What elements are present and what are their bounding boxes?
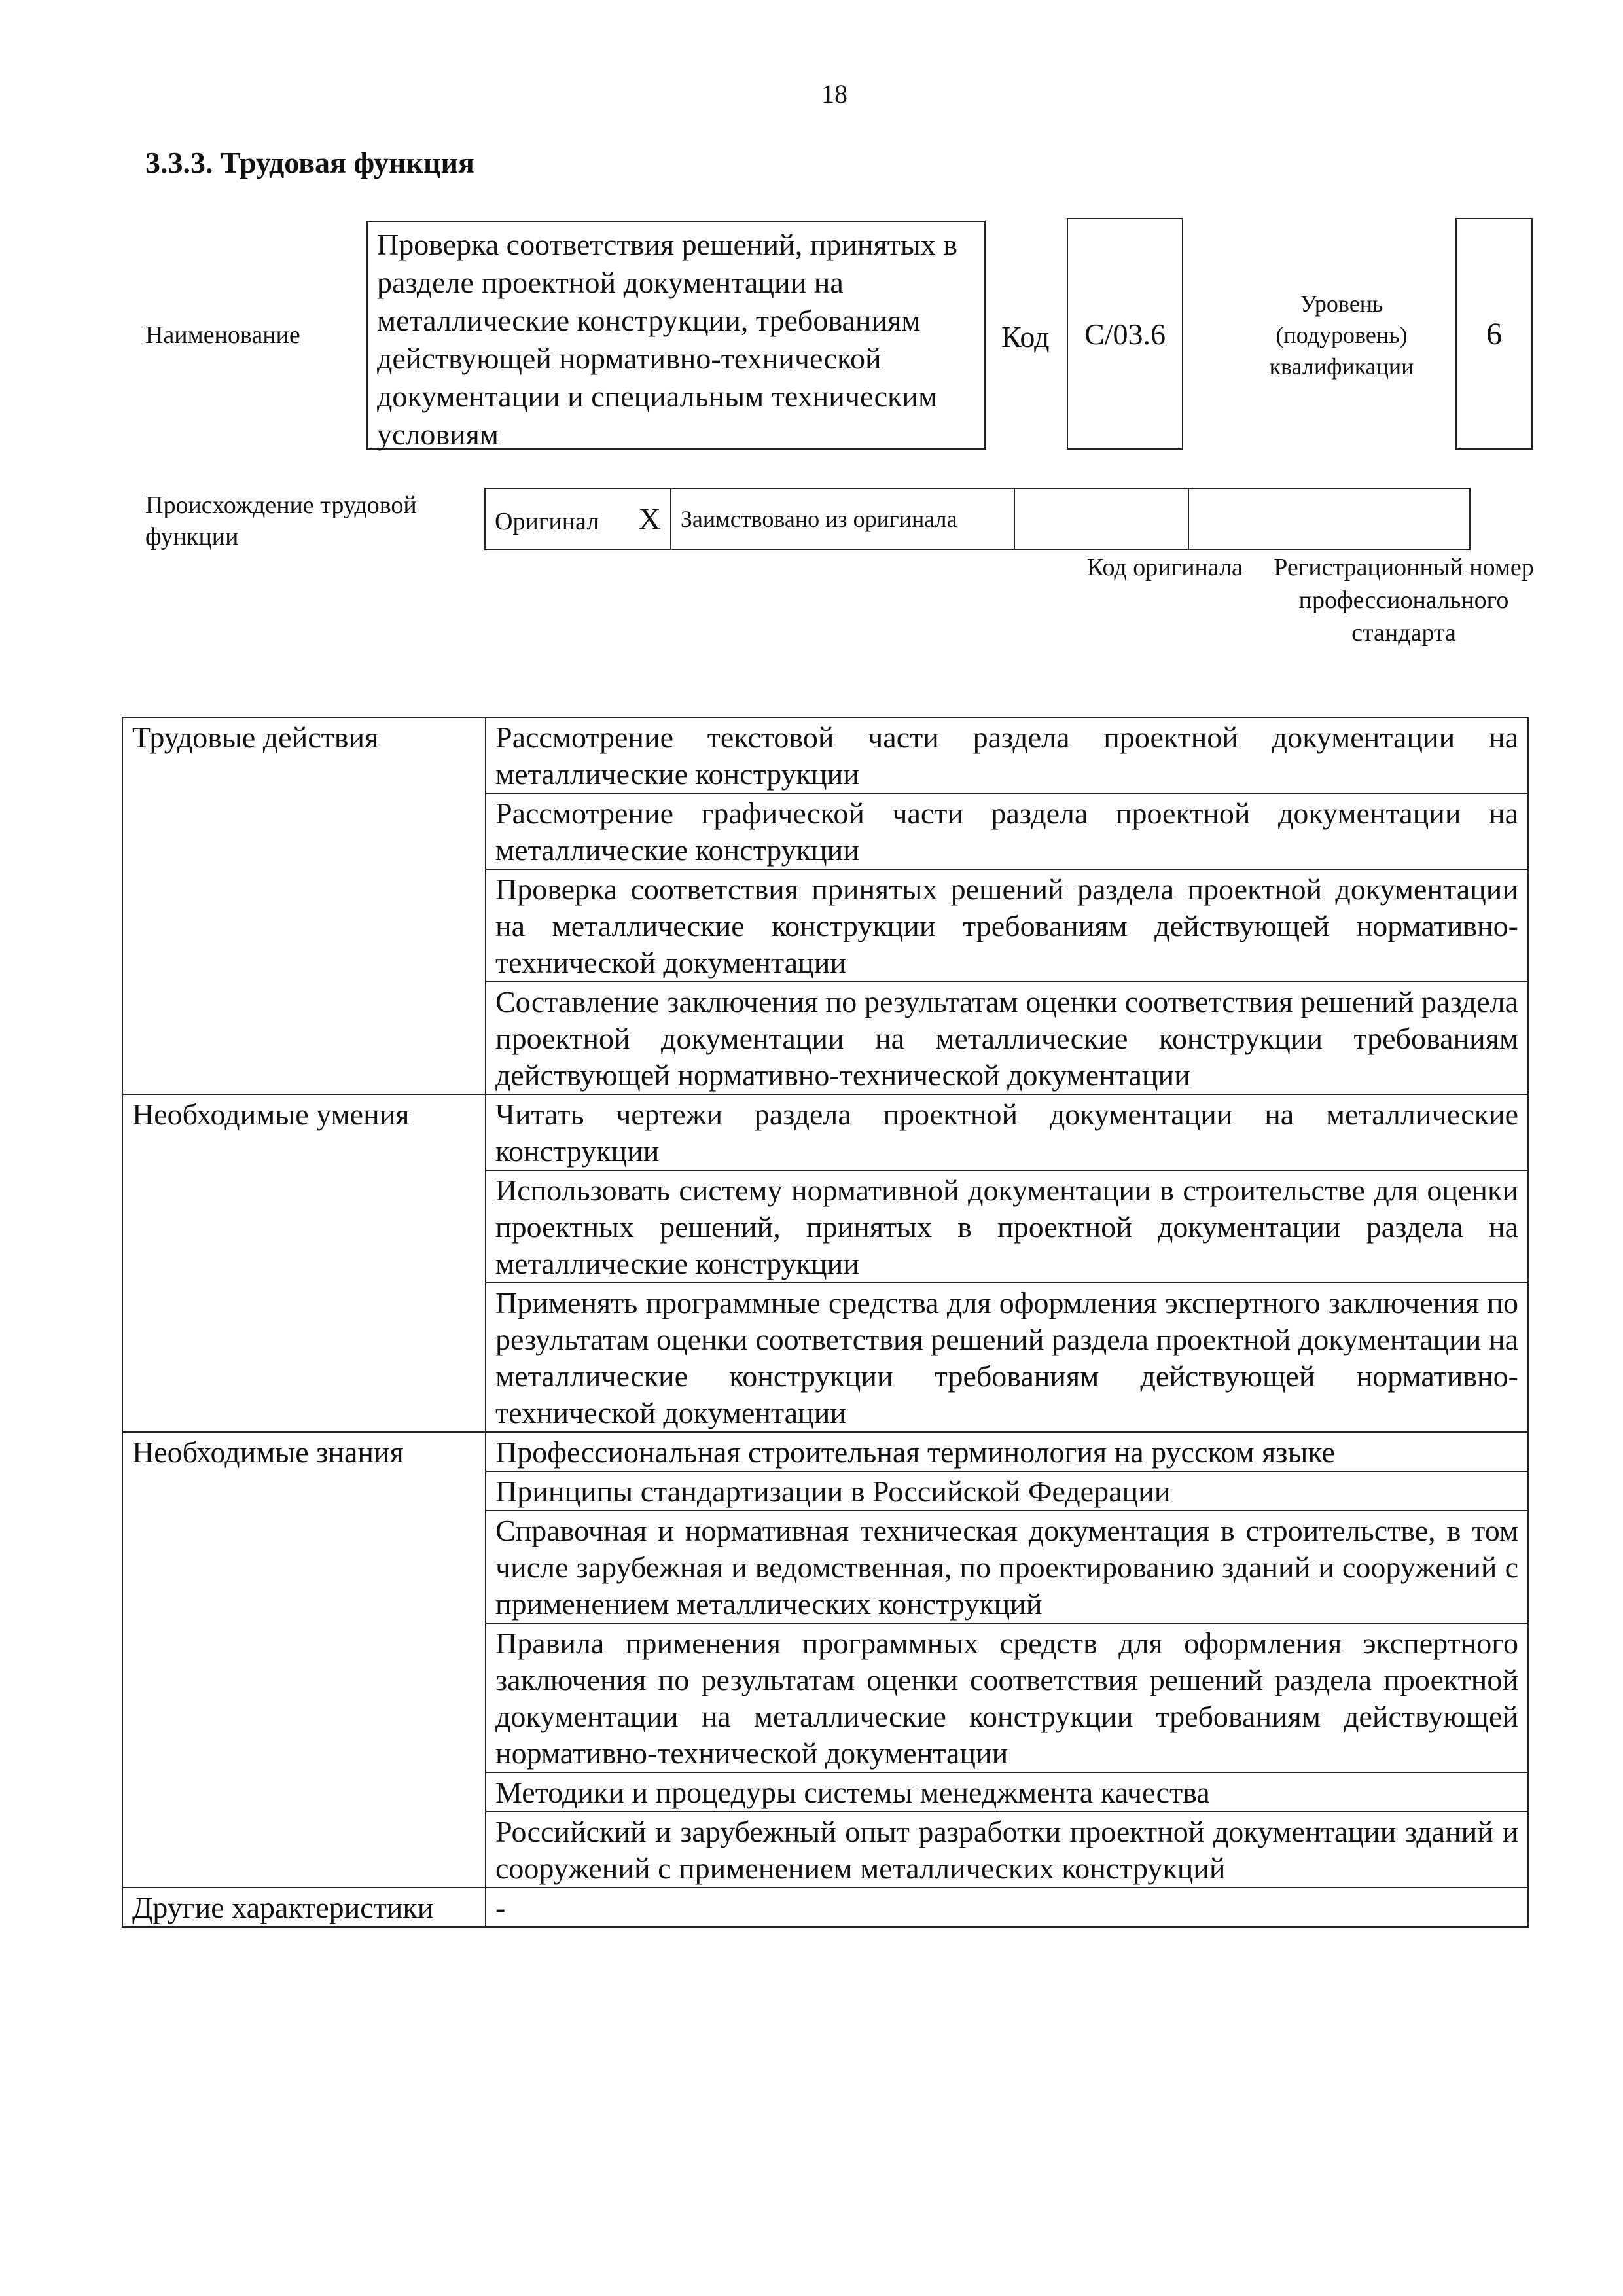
registration-cell (1188, 488, 1470, 550)
section-item-cell: Методики и процедуры системы менеджмента качества (486, 1772, 1528, 1812)
section-title-cell: Необходимые умения (122, 1094, 486, 1432)
table-row (122, 1094, 1528, 1170)
original-code-cell (1014, 488, 1188, 550)
section-title-cell: Необходимые знания (122, 1432, 486, 1888)
registration-caption: Регистрационный номер профессионального стандарта (1274, 554, 1534, 647)
section-title: 3.3.3. Трудовая функция (145, 146, 474, 179)
level-label: Уровень (подуровень) квалификации (1269, 291, 1414, 380)
origin-original-cell (485, 488, 671, 550)
page-number: 18 (821, 79, 847, 109)
function-name-box: Проверка соответствия решений, принятых в разделе проектной документации на металлические конструкции, требованиям действующей нормативно-технической документации и специальным техническим условиям (366, 221, 986, 450)
section-item-cell: Применять программные средства для оформления экспертного заключения по результатам оценки соответствия решений раздела проектной документации на металлические конструкции требованиям действующей нормативно-технической документации (486, 1283, 1528, 1432)
name-label: Наименование (145, 321, 300, 349)
origin-label: Происхождение трудовой функции (145, 492, 417, 550)
table-row (122, 1888, 1528, 1927)
original-code-caption: Код оригинала (1087, 554, 1243, 581)
level-box: 6 (1455, 218, 1533, 450)
section-item-cell: Составление заключения по результатам оценки соответствия решений раздела проектной документации на металлические конструкции требованиям действующей нормативно-технической документации (486, 982, 1528, 1094)
section-item-cell: Правила применения программных средств для оформления экспертного заключения по результатам оценки соответствия решений раздела проектной документации на металлические конструкции требованиям действующей нормативно-технической документации (486, 1623, 1528, 1772)
section-item-cell: Проверка соответствия принятых решений раздела проектной документации на металлические конструкции требованиям действующей нормативно-технической документации (486, 869, 1528, 982)
section-item-cell: Справочная и нормативная техническая документация в строительстве, в том числе зарубежная и ведомственная, по проектированию зданий и сооружений с применением металлических конструкций (486, 1511, 1528, 1623)
section-item-cell: Рассмотрение графической части раздела проектной документации на металлические конструкции (486, 793, 1528, 869)
table-row (122, 717, 1528, 793)
original-mark: X (638, 501, 661, 537)
section-item-cell: Читать чертежи раздела проектной документации на металлические конструкции (486, 1094, 1528, 1170)
borrowed-cell: Заимствовано из оригинала (671, 488, 1014, 550)
section-item-cell: Профессиональная строительная терминология на русском языке (486, 1432, 1528, 1471)
table-row (122, 1432, 1528, 1471)
section-item-cell: Российский и зарубежный опыт разработки проектной документации зданий и сооружений с применением металлических конструкций (486, 1812, 1528, 1888)
section-title-cell: Трудовые действия (122, 717, 486, 1094)
section-item-cell: - (486, 1888, 1528, 1927)
original-label: Оригинал (495, 507, 599, 535)
section-item-cell: Использовать систему нормативной документации в строительстве для оценки проектных решений, принятых в проектной документации раздела на металлические конструкции (486, 1170, 1528, 1283)
origin-table (484, 488, 1471, 550)
section-item-cell: Принципы стандартизации в Российской Федерации (486, 1471, 1528, 1511)
section-item-cell: Рассмотрение текстовой части раздела проектной документации на металлические конструкции (486, 717, 1528, 793)
function-details-table (122, 717, 1529, 1928)
code-label: Код (1001, 320, 1050, 353)
code-box: С/03.6 (1067, 218, 1183, 450)
section-title-cell: Другие характеристики (122, 1888, 486, 1927)
